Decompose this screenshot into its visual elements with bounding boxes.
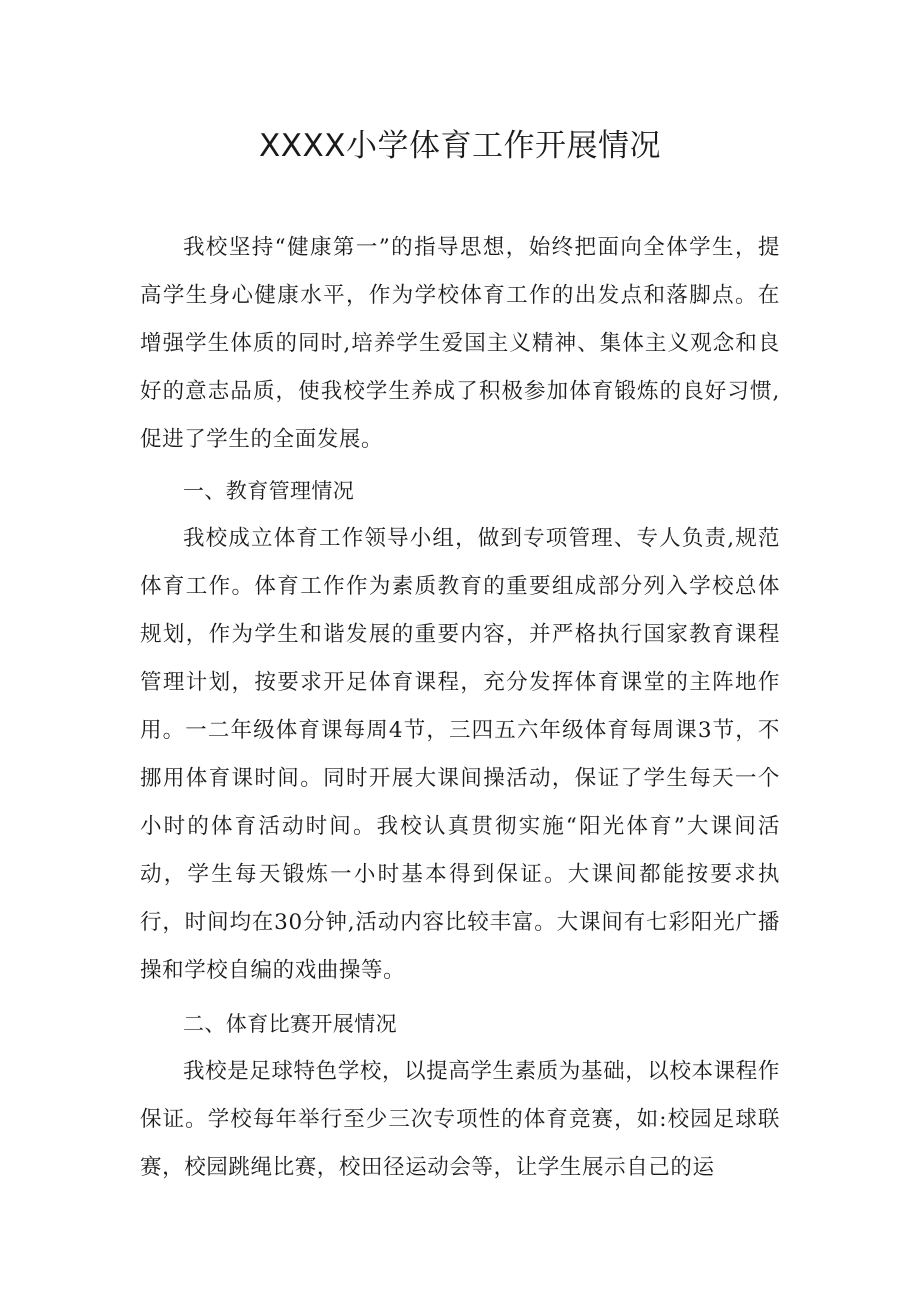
intro-paragraph: 我校坚持“健康第一”的指导思想，始终把面向全体学生，提高学生身心健康水平，作为学校体育工作的出发点和落脚点。在增强学生体质的同时,培养学生爱国主义精神、集体主义观念和良好的意志品质，使我校学生养成了积极参加体育锻炼的良好习惯,促进了学生的全面发展。 [140, 235, 780, 452]
section-heading-education-management: 一、教育管理情况 [183, 479, 355, 503]
document-title: XXXX小学体育工作开展情况 [259, 128, 661, 164]
section1-paragraph: 我校成立体育工作领导小组，做到专项管理、专人负责,规范体育工作。体育工作作为素质教育的重要组成部分列入学校总体规划，作为学生和谐发展的重要内容，并严格执行国家教育课程管理计划，按要求开足体育课程，充分发挥体育课堂的主阵地作用。一二年级体育课每周4节，三四五六年级体育每周课3节，不挪用体育课时间。同时开展大课间操活动，保证了学生每天一个小时的体育活动时间。我校认真贯彻实施“阳光体育”大课间活动，学生每天锻炼一小时基本得到保证。大课间都能按要求执行，时间均在30分钟,活动内容比较丰富。大课间有七彩阳光广播操和学校自编的戏曲操等。 [140, 526, 780, 983]
section-heading-sports-competitions: 二、体育比赛开展情况 [183, 1012, 397, 1036]
section2-paragraph: 我校是足球特色学校，以提高学生素质为基础，以校本课程作保证。学校每年举行至少三次专项性的体育竞赛，如:校园足球联赛，校园跳绳比赛，校田径运动会等，让学生展示自己的运 [140, 1059, 780, 1180]
